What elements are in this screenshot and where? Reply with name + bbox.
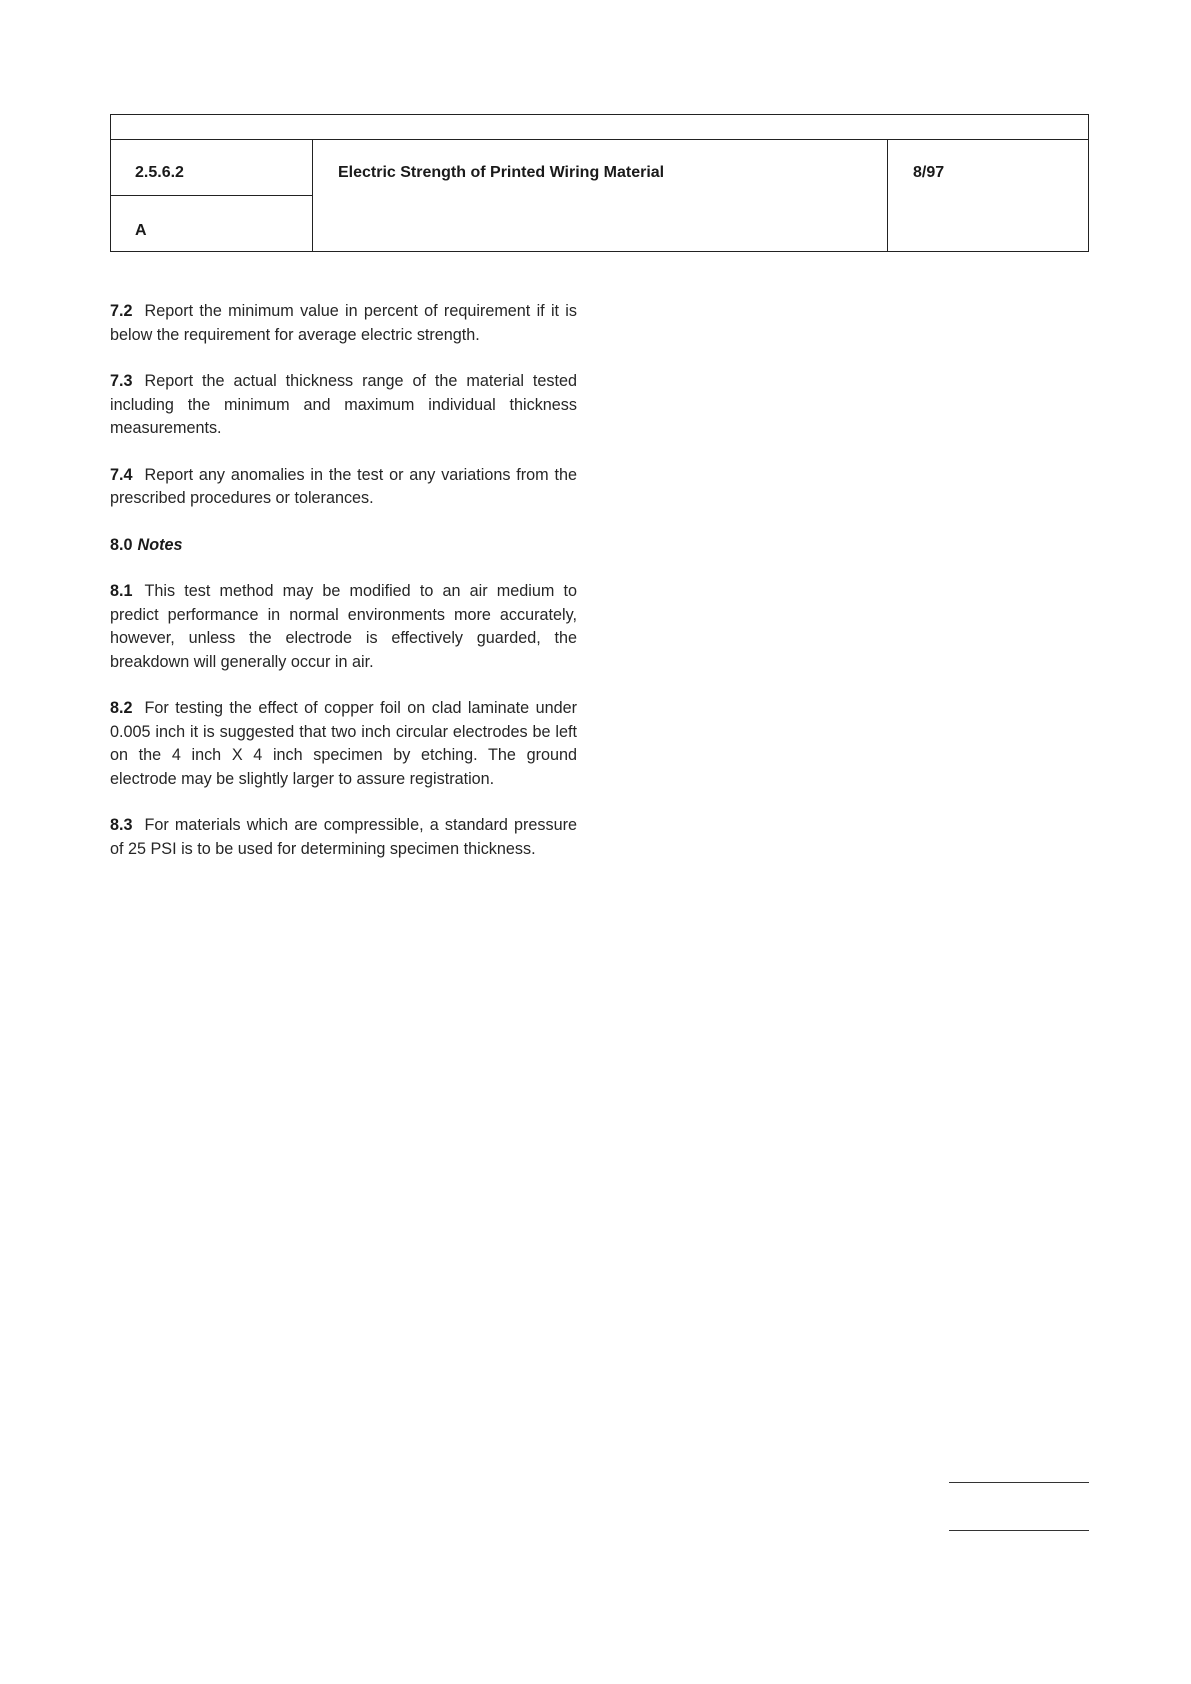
footer-rule: [949, 1482, 1089, 1483]
header-top-strip: [111, 115, 1088, 140]
paragraph-number: 7.3: [110, 372, 133, 390]
section-title: Notes: [137, 535, 183, 554]
paragraph-text: For materials which are compressible, a standard pressure of 25 PSI is to be used for determining specimen thickness.: [110, 816, 577, 858]
paragraph-number: 7.4: [110, 465, 133, 484]
paragraph-number: 8.2: [110, 699, 133, 717]
header-table: [110, 114, 1089, 252]
paragraph-text: This test method may be modified to an air medium to predict performance in normal environments more accurately, however, unless the electrode is effectively guarded, the breakdown will generally occur in air.: [110, 582, 577, 671]
paragraph-8-2: [110, 697, 577, 791]
paragraph-text: Report the actual thickness range of the material tested including the minimum and maximum individual thickness measurements.: [110, 372, 577, 437]
document-title: Electric Strength of Printed Wiring Material: [338, 164, 665, 181]
document-date: 8/97: [913, 164, 945, 181]
paragraph-7-4: [110, 464, 577, 511]
paragraph-text: Report any anomalies in the test or any variations from the prescribed procedures or tolerances.: [110, 465, 577, 507]
paragraph-text: For testing the effect of copper foil on clad laminate under 0.005 inch it is suggested that two inch circular electrodes be left on the 4 inch X 4 inch specimen by etching. The ground electrode may be slightly larger to assure registration.: [110, 699, 577, 788]
paragraph-8-3: [110, 814, 577, 861]
document-number: 2.5.6.2: [135, 164, 184, 181]
section-number: 8.0: [110, 535, 133, 554]
paragraph-7-2: [110, 300, 577, 347]
paragraph-number: 8.1: [110, 582, 133, 600]
paragraph-7-3: [110, 370, 577, 441]
footer-rule: [949, 1530, 1089, 1531]
header-column-divider: [887, 139, 888, 251]
paragraph-number: 8.3: [110, 816, 133, 834]
paragraph-number: 7.2: [110, 302, 133, 320]
header-column-divider: [312, 139, 313, 251]
body-column: [110, 300, 577, 884]
paragraph-text: Report the minimum value in percent of requirement if it is below the requirement for average electric strength.: [110, 302, 577, 344]
header-row-divider: [111, 195, 312, 196]
document-revision: A: [135, 222, 147, 239]
paragraph-8-1: [110, 580, 577, 674]
section-heading-notes: [110, 534, 577, 558]
